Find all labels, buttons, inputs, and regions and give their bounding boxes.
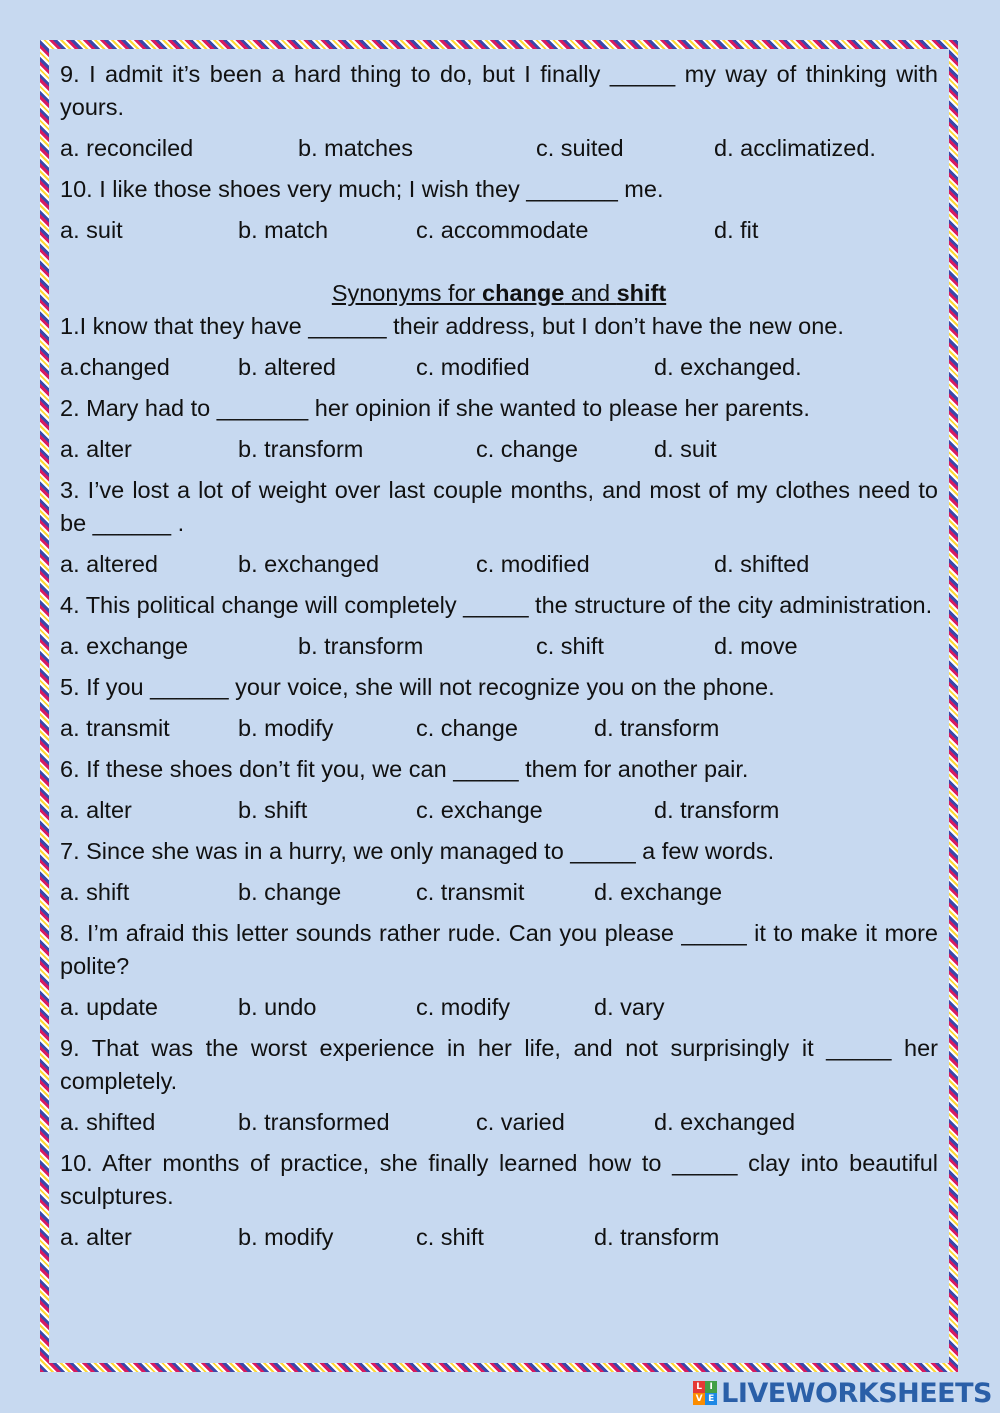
option-d[interactable]: d. exchange: [594, 879, 723, 905]
option-b[interactable]: b. transform: [238, 436, 364, 462]
question-block: [60, 835, 938, 909]
option-a[interactable]: a. suit: [60, 217, 123, 243]
answer-options: [60, 433, 938, 466]
question-text: 10. After months of practice, she finally learned how to _____ clay into beautiful sculptures.: [60, 1150, 938, 1209]
option-a[interactable]: a. alter: [60, 436, 132, 462]
option-a[interactable]: a. update: [60, 994, 159, 1020]
option-d[interactable]: d. transform: [654, 797, 780, 823]
option-d[interactable]: d. transform: [594, 1224, 720, 1250]
option-a[interactable]: a. transmit: [60, 715, 170, 741]
question-text: 7. Since she was in a hurry, we only managed to _____ a few words.: [60, 838, 775, 864]
option-d[interactable]: d. suit: [654, 436, 717, 462]
answer-options: [60, 548, 938, 581]
option-a[interactable]: a. shifted: [60, 1109, 156, 1135]
worksheet-content: [60, 58, 938, 1262]
question-block: [60, 917, 938, 1024]
option-a[interactable]: a. alter: [60, 1224, 132, 1250]
answer-options: [60, 1221, 938, 1254]
option-b[interactable]: b. matches: [298, 135, 413, 161]
option-b[interactable]: b. undo: [238, 994, 317, 1020]
logo-badge-letter: E: [705, 1393, 717, 1405]
option-a[interactable]: a. reconciled: [60, 135, 194, 161]
question-block: [60, 392, 938, 466]
section-heading: [60, 277, 938, 310]
option-c[interactable]: c. shift: [416, 1224, 484, 1250]
section-heading-word-shift: shift: [616, 280, 667, 306]
option-d[interactable]: d. acclimatized.: [714, 135, 876, 161]
option-d[interactable]: d. transform: [594, 715, 720, 741]
option-a[interactable]: a.changed: [60, 354, 170, 380]
question-text: 5. If you ______ your voice, she will not recognize you on the phone.: [60, 674, 775, 700]
answer-options: [60, 132, 938, 165]
section-heading-middle: and: [564, 280, 617, 306]
option-c[interactable]: c. transmit: [416, 879, 525, 905]
option-a[interactable]: a. alter: [60, 797, 132, 823]
question-block: [60, 173, 938, 247]
option-b[interactable]: b. modify: [238, 715, 334, 741]
question-text: 6. If these shoes don’t fit you, we can _____ them for another pair.: [60, 756, 749, 782]
logo-text: LIVEWORKSHEETS: [721, 1377, 992, 1409]
question-block: [60, 671, 938, 745]
option-d[interactable]: d. exchanged.: [654, 354, 802, 380]
question-text: 9. That was the worst experience in her life, and not surprisingly it _____ her completely.: [60, 1035, 938, 1094]
question-block: [60, 474, 938, 581]
option-b[interactable]: b. altered: [238, 354, 336, 380]
question-block: [60, 58, 938, 165]
answer-options: [60, 794, 938, 827]
question-block: [60, 1032, 938, 1139]
logo-badge-letter: V: [693, 1393, 705, 1405]
option-b[interactable]: b. transformed: [238, 1109, 390, 1135]
option-b[interactable]: b. change: [238, 879, 342, 905]
option-c[interactable]: c. change: [416, 715, 518, 741]
option-b[interactable]: b. match: [238, 217, 329, 243]
option-d[interactable]: d. shifted: [714, 551, 810, 577]
answer-options: [60, 1106, 938, 1139]
option-d[interactable]: d. fit: [714, 217, 759, 243]
answer-options: [60, 214, 938, 247]
question-text: 8. I’m afraid this letter sounds rather rude. Can you please _____ it to make it more polite?: [60, 920, 938, 979]
option-a[interactable]: a. altered: [60, 551, 158, 577]
option-d[interactable]: d. vary: [594, 994, 665, 1020]
option-c[interactable]: c. modify: [416, 994, 511, 1020]
question-text: 3. I’ve lost a lot of weight over last couple months, and most of my clothes need to be ______ .: [60, 477, 938, 536]
question-text: 4. This political change will completely _____ the structure of the city administration.: [60, 592, 933, 618]
logo-badge-icon: [693, 1381, 717, 1405]
option-b[interactable]: b. transform: [298, 633, 424, 659]
question-block: [60, 589, 938, 663]
question-text: 9. I admit it’s been a hard thing to do, but I finally _____ my way of thinking with yours.: [60, 61, 938, 120]
option-c[interactable]: c. change: [476, 436, 578, 462]
option-c[interactable]: c. varied: [476, 1109, 565, 1135]
option-c[interactable]: c. accommodate: [416, 217, 589, 243]
option-b[interactable]: b. modify: [238, 1224, 334, 1250]
option-d[interactable]: d. exchanged: [654, 1109, 796, 1135]
option-c[interactable]: c. shift: [536, 633, 604, 659]
option-b[interactable]: b. shift: [238, 797, 308, 823]
logo-badge-letter: I: [705, 1381, 717, 1393]
answer-options: [60, 630, 938, 663]
answer-options: [60, 876, 938, 909]
option-a[interactable]: a. shift: [60, 879, 130, 905]
question-block: [60, 1147, 938, 1254]
question-text: 1.I know that they have ______ their address, but I don’t have the new one.: [60, 313, 844, 339]
option-c[interactable]: c. modified: [416, 354, 530, 380]
question-block: [60, 310, 938, 384]
option-a[interactable]: a. exchange: [60, 633, 189, 659]
option-b[interactable]: b. exchanged: [238, 551, 380, 577]
question-text: 10. I like those shoes very much; I wish they _______ me.: [60, 176, 664, 202]
logo-badge-letter: L: [693, 1381, 705, 1393]
question-text: 2. Mary had to _______ her opinion if she wanted to please her parents.: [60, 395, 810, 421]
option-c[interactable]: c. suited: [536, 135, 624, 161]
option-d[interactable]: d. move: [714, 633, 798, 659]
answer-options: [60, 351, 938, 384]
section-heading-prefix: Synonyms for: [331, 280, 483, 306]
section-heading-word-change: change: [482, 280, 565, 306]
liveworksheets-logo: [693, 1376, 992, 1410]
answer-options: [60, 991, 938, 1024]
option-c[interactable]: c. modified: [476, 551, 590, 577]
option-c[interactable]: c. exchange: [416, 797, 543, 823]
question-block: [60, 753, 938, 827]
answer-options: [60, 712, 938, 745]
